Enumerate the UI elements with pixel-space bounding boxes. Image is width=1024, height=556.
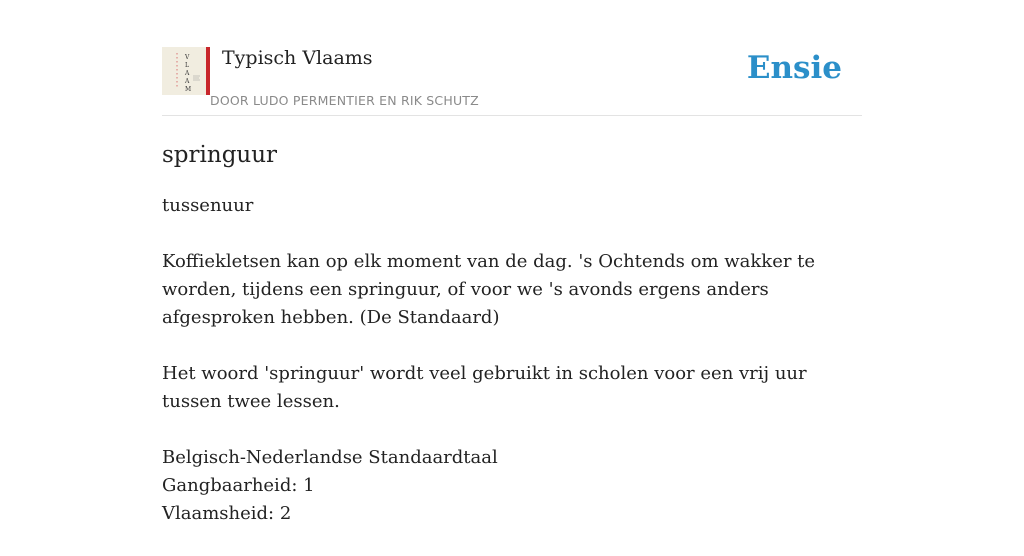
svg-text:V: V [185, 54, 190, 61]
book-cover-icon [162, 47, 210, 95]
book-cover-logo[interactable] [162, 47, 210, 95]
entry-explanation: Het woord 'springuur' wordt veel gebruikt in scholen voor een vrij uur tussen twee lessen. [162, 363, 807, 412]
author-byline: DOOR LUDO PERMENTIER EN RIK SCHUTZ [210, 93, 479, 108]
svg-text:M: M [185, 86, 192, 93]
entry-example: Koffiekletsen kan op elk moment van de dag. 's Ochtends om wakker te worden, tijdens een springuur, of voor we 's avonds ergens anders afgesproken hebben. (De Standaard) [162, 251, 816, 328]
entry-content [162, 192, 862, 556]
entry-title: springuur [162, 142, 278, 168]
site-title[interactable]: Typisch Vlaams [222, 47, 373, 69]
site-header [162, 0, 862, 116]
meta-gangbaarheid: Gangbaarheid: 1 [162, 475, 315, 496]
entry-synonym: tussenuur [162, 195, 254, 216]
meta-language: Belgisch-Nederlandse Standaardtaal [162, 447, 498, 468]
svg-text:A: A [185, 70, 190, 77]
entry-meta [162, 444, 862, 528]
svg-text:L: L [185, 62, 189, 69]
svg-text:A: A [185, 78, 190, 85]
ensie-brand-logo[interactable]: Ensie [746, 50, 842, 86]
meta-vlaamsheid: Vlaamsheid: 2 [162, 503, 292, 524]
page-container [162, 0, 862, 524]
